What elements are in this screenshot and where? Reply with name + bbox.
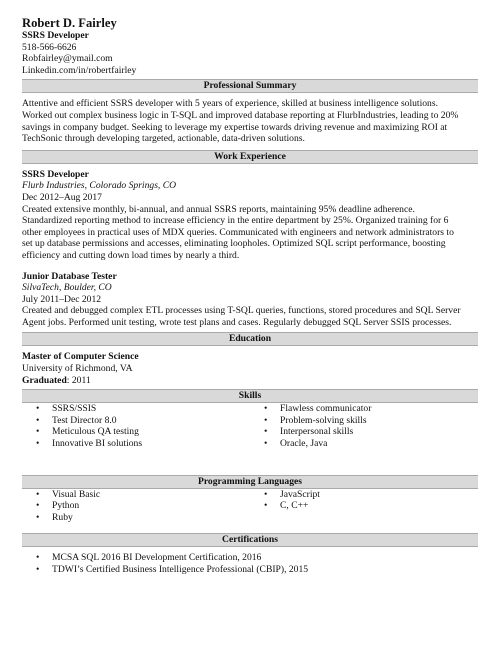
language-item: • Ruby xyxy=(22,512,250,524)
candidate-title: SSRS Developer xyxy=(22,30,89,41)
languages-column-right xyxy=(250,489,478,524)
resume-header xyxy=(22,16,478,76)
language-item: • JavaScript xyxy=(250,489,478,501)
skill-item: • Flawless communicator xyxy=(250,403,478,415)
certifications-list xyxy=(22,552,478,575)
skill-item: • Test Director 8.0 xyxy=(22,415,250,427)
graduated-year: : 2011 xyxy=(66,374,91,386)
degree-name: Master of Computer Science xyxy=(22,351,139,363)
job-description-line: efficiency and cutting down load times by nearly a third. xyxy=(22,249,240,261)
education-heading: Education xyxy=(22,332,478,346)
language-item: • Python xyxy=(22,500,250,512)
job-company: Flurb Industries, Colorado Springs, CO xyxy=(22,180,177,192)
language-item: • Visual Basic xyxy=(22,489,250,501)
skill-item: • Meticulous QA testing xyxy=(22,426,250,438)
phone-number: 518-566-6626 xyxy=(22,41,77,53)
skill-item: • Innovative BI solutions xyxy=(22,438,250,450)
summary-heading: Professional Summary xyxy=(22,79,478,93)
languages-column-left xyxy=(22,489,250,524)
job-title: SSRS Developer xyxy=(22,168,89,180)
experience-heading: Work Experience xyxy=(22,150,478,164)
skills-column-right xyxy=(250,403,478,449)
education-entry xyxy=(22,351,478,386)
skill-item: • Problem-solving skills xyxy=(250,415,478,427)
skills-list xyxy=(22,403,478,449)
certification-item: • MCSA SQL 2016 BI Development Certification, 2016 xyxy=(22,552,478,564)
linkedin-url[interactable]: Linkedin.com/in/robertfairley xyxy=(22,64,137,76)
summary-line: TechSonic through developing targeted, actionable, data-driven solutions. xyxy=(22,133,305,145)
languages-list xyxy=(22,489,478,524)
job-description-line: set up database permissions and accesses, eliminating loopholes. Optimized SQL script performance, boosting xyxy=(22,238,446,250)
graduation xyxy=(22,375,478,387)
skill-item: • Interpersonal skills xyxy=(250,426,478,438)
skills-heading: Skills xyxy=(22,389,478,403)
job-description-line: Created and debugged complex ETL processes using T-SQL queries, functions, stored procedures and SQL Server xyxy=(22,305,461,317)
job-dates: Dec 2012–Aug 2017 xyxy=(22,191,102,203)
skill-item: • SSRS/SSIS xyxy=(22,403,250,415)
email-address[interactable]: Robfairley@ymail.com xyxy=(22,53,113,65)
job-title: Junior Database Tester xyxy=(22,270,117,282)
summary-line: savings in company budget. Seeking to leverage my expertise towards driving revenue and maximizing ROI at xyxy=(22,121,448,133)
job-description-line: Created extensive monthly, bi-annual, and annual SSRS reports, maintaining 95% deadline adherence. xyxy=(22,203,415,215)
skills-column-left xyxy=(22,403,250,449)
job-description-line: other employees in practical uses of MDX queries. Communicated with engineers and network administrators to xyxy=(22,226,454,238)
summary-line: Attentive and efficient SSRS developer with 5 years of experience, skilled at business intelligence solutions. xyxy=(22,98,438,110)
summary-line: Worked out complex business logic in T-SQL and improved database reporting at FlurbIndustries, leading to 20% xyxy=(22,109,459,121)
job-description-line: Standardized reporting method to increase efficiency in the entire department by 25%. Organized training for 6 xyxy=(22,215,449,227)
summary-paragraph xyxy=(22,98,478,144)
job-description-line: Agent jobs. Performed unit testing, wrote test plans and cases. Regularly debugged SQL Server SSIS processes. xyxy=(22,316,452,328)
skill-item: • Oracle, Java xyxy=(250,438,478,450)
job-entry xyxy=(22,169,478,262)
languages-heading: Programming Languages xyxy=(22,475,478,489)
language-item: • C, C++ xyxy=(250,500,478,512)
certification-item: • TDWI’s Certified Business Intelligence Professional (CBIP), 2015 xyxy=(22,564,478,576)
job-entry xyxy=(22,271,478,329)
certifications-heading: Certifications xyxy=(22,533,478,547)
graduated-label: Graduated xyxy=(22,374,67,386)
job-dates: July 2011–Dec 2012 xyxy=(22,293,102,305)
school-name: University of Richmond, VA xyxy=(22,363,133,375)
job-company: SilvaTech, Boulder, CO xyxy=(22,282,112,294)
candidate-name: Robert D. Fairley xyxy=(22,16,117,30)
